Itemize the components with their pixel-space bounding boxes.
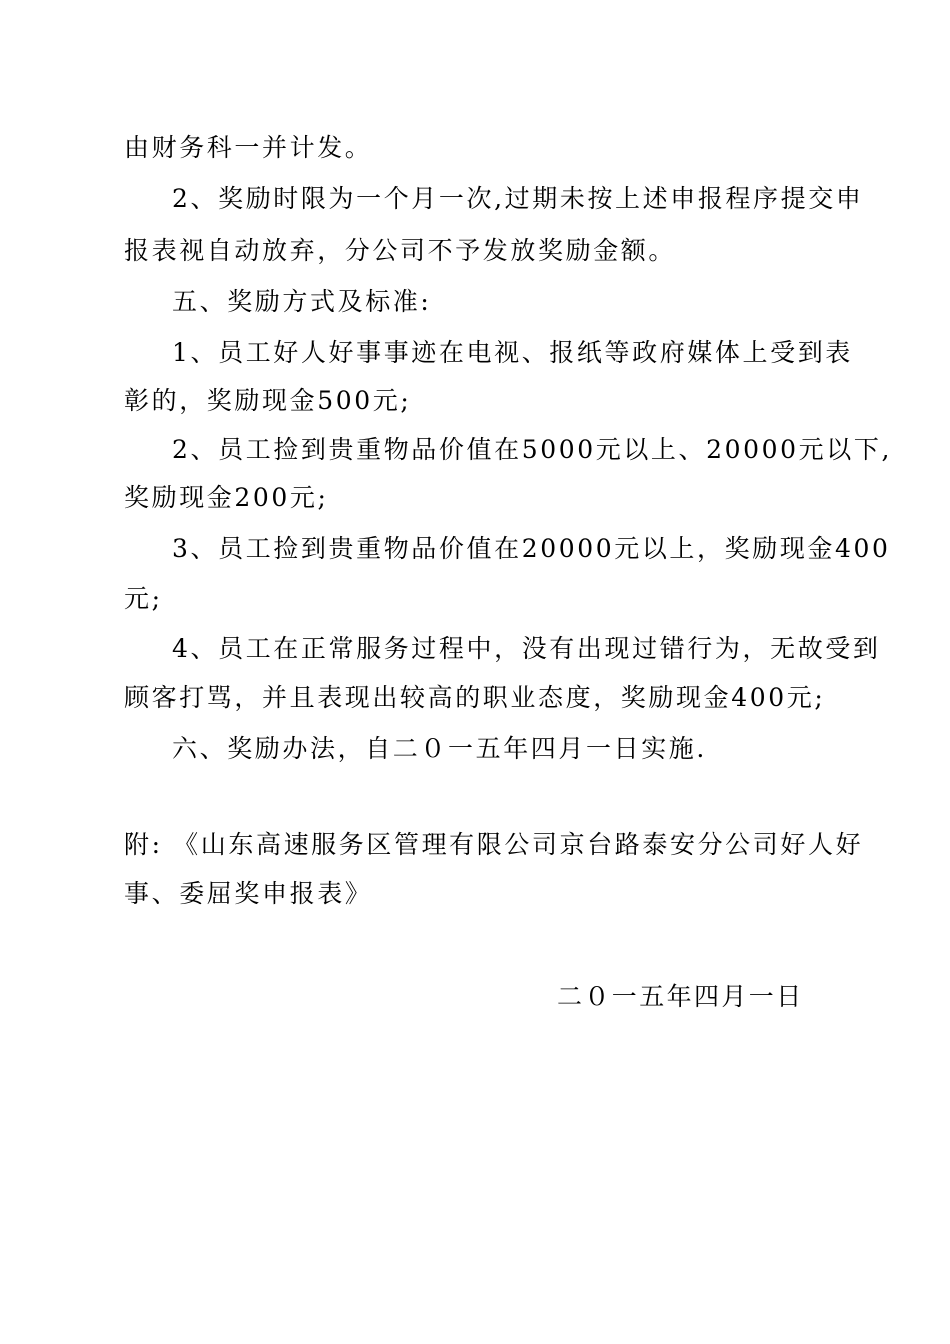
- text-line-11: 4、员工在正常服务过程中，没有出现过错行为，无故受到: [172, 634, 881, 663]
- text-line-6: 彰的，奖励现金500元;: [124, 386, 412, 415]
- text-line-10: 元;: [124, 584, 163, 613]
- text-line-3: 报表视自动放弃，分公司不予发放奖励金额。: [124, 236, 677, 265]
- attachment-line-2: 事、委屈奖申报表》: [124, 879, 373, 908]
- text-line-9: 3、员工捡到贵重物品价值在20000元以上，奖励现金400: [172, 534, 891, 563]
- text-line-12: 顾客打骂，并且表现出较高的职业态度，奖励现金400元;: [124, 683, 826, 712]
- section-heading-6: 六、奖励办法，自二０一五年四月一日实施.: [172, 734, 707, 763]
- text-line-2: 2、奖励时限为一个月一次,过期未按上述申报程序提交申: [172, 184, 864, 213]
- text-line-8: 奖励现金200元;: [124, 483, 329, 512]
- document-date: 二０一五年四月一日: [557, 982, 804, 1011]
- attachment-line-1: 附: 《山东高速服务区管理有限公司京台路泰安分公司好人好: [124, 830, 864, 859]
- section-heading-5: 五、奖励方式及标准:: [172, 287, 432, 316]
- text-line-1: 由财务科一并计发。: [124, 133, 373, 162]
- text-line-7: 2、员工捡到贵重物品价值在5000元以上、20000元以下,: [172, 435, 893, 464]
- text-line-5: 1、员工好人好事事迹在电视、报纸等政府媒体上受到表: [172, 338, 853, 367]
